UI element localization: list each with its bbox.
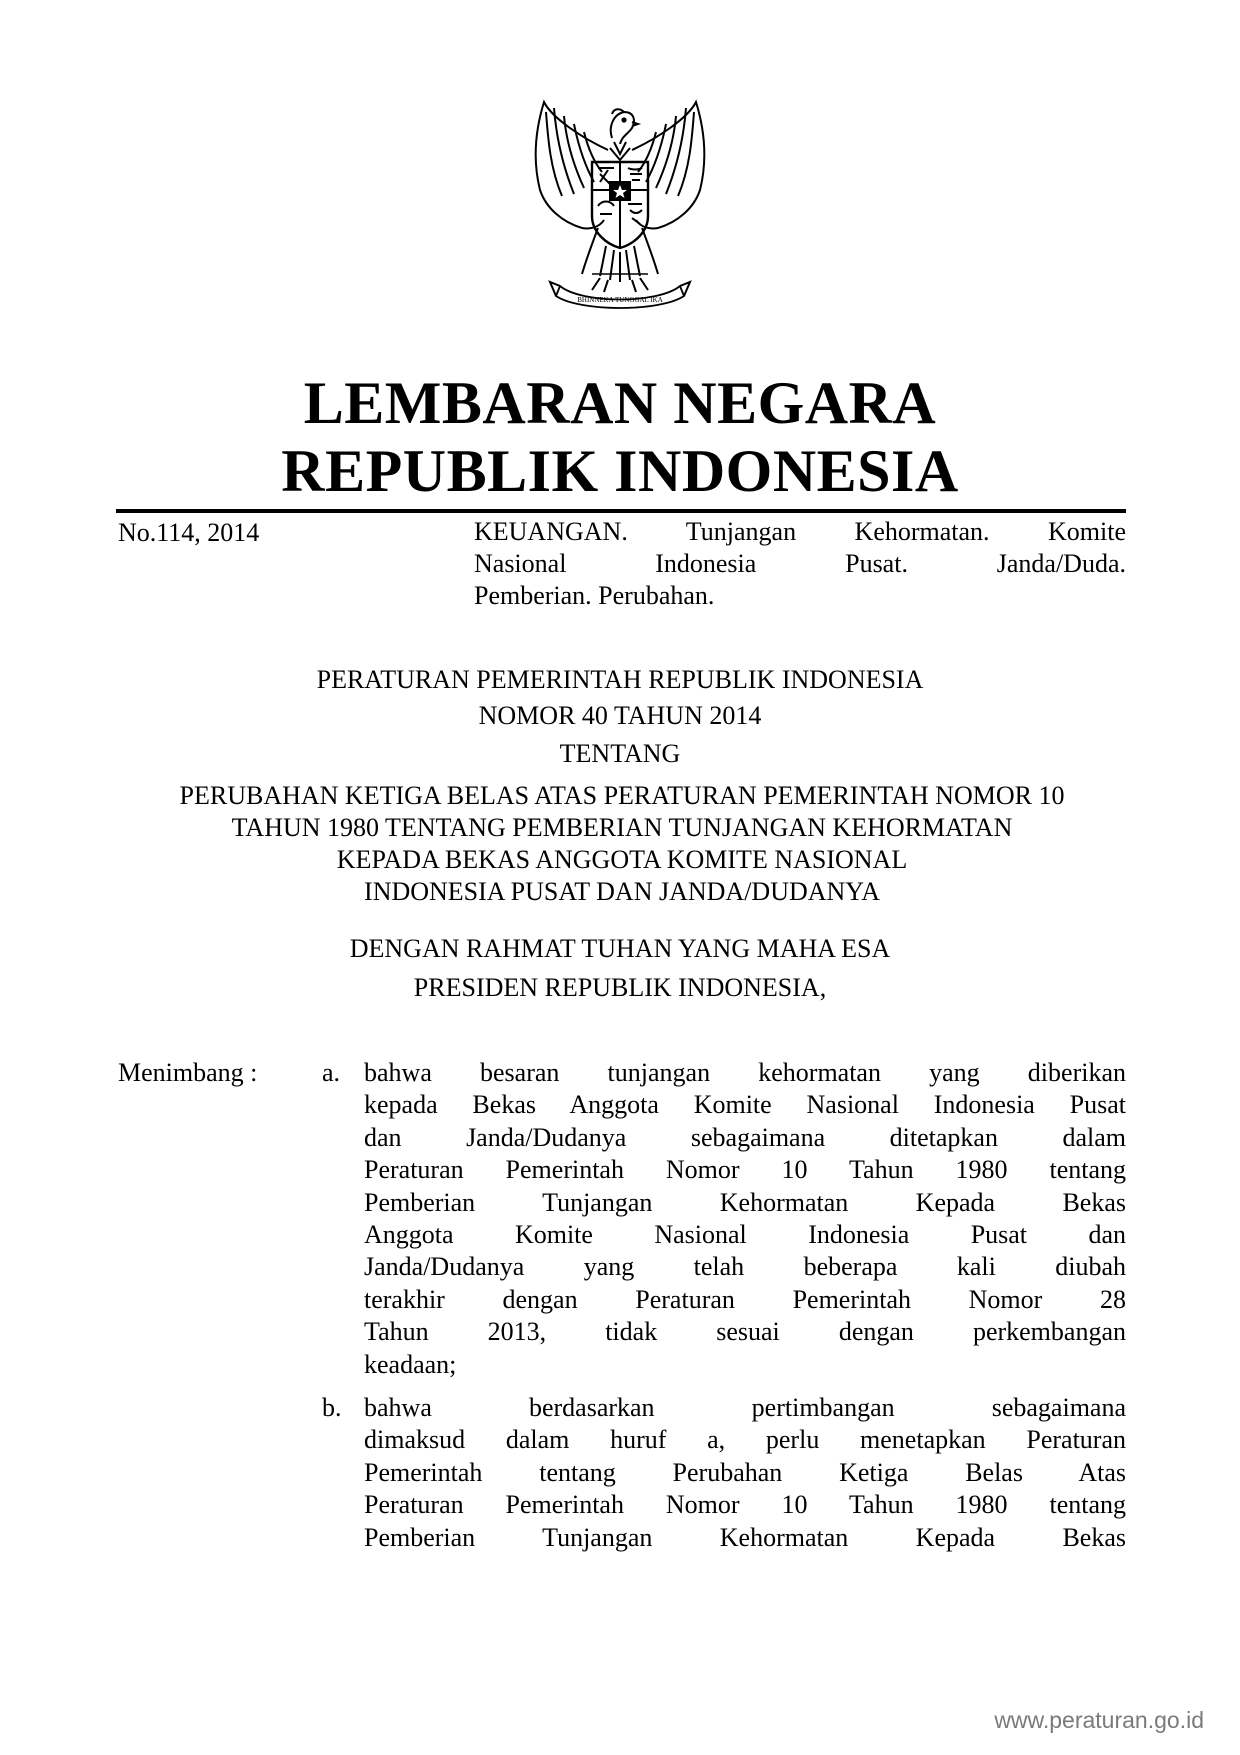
- considering-label: Menimbang :: [118, 1058, 258, 1087]
- item-line: bahwa besaran tunjangan kehormatan yang diberikan: [364, 1058, 1126, 1087]
- invocation: DENGAN RAHMAT TUHAN YANG MAHA ESA: [349, 934, 891, 963]
- regulation-title-line: TAHUN 1980 TENTANG PEMBERIAN TUNJANGAN KEHORMATAN: [231, 813, 1013, 842]
- item-line: terakhir dengan Peraturan Pemerintah Nomor 28: [364, 1284, 1126, 1314]
- issuer: PRESIDEN REPUBLIK INDONESIA,: [413, 973, 827, 1002]
- item-line: dan Janda/Dudanya sebagaimana ditetapkan dalam: [364, 1122, 1126, 1152]
- regulation-title: [118, 780, 1126, 908]
- item-letter-a: a.: [322, 1058, 341, 1087]
- item-line: Pemberian Tunjangan Kehormatan Kepada Bekas: [364, 1522, 1126, 1552]
- regulation-title-line: INDONESIA PUSAT DAN JANDA/DUDANYA: [364, 877, 880, 906]
- issue-subject: [474, 516, 1126, 612]
- item-line: dimaksud dalam huruf a, perlu menetapkan Peraturan: [364, 1425, 1126, 1455]
- issue-subject-line: Pemberian. Perubahan.: [474, 581, 715, 610]
- emblem-motto: BHINNEKA TUNGGAL IKA: [577, 296, 663, 304]
- item-line: Tahun 2013, tidak sesuai dengan perkembangan: [364, 1317, 1126, 1347]
- item-line: Peraturan Pemerintah Nomor 10 Tahun 1980 tentang: [364, 1155, 1126, 1185]
- item-line: Janda/Dudanya yang telah beberapa kali diubah: [364, 1252, 1126, 1282]
- item-line: Anggota Komite Nasional Indonesia Pusat dan: [364, 1220, 1126, 1250]
- item-letter-b: b.: [322, 1393, 342, 1422]
- regulation-number: NOMOR 40 TAHUN 2014: [478, 701, 762, 730]
- title-divider: [116, 509, 1126, 513]
- issue-subject-line: Nasional Indonesia Pusat. Janda/Duda.: [474, 549, 1126, 578]
- item-line: kepada Bekas Anggota Komite Nasional Indonesia Pusat: [364, 1090, 1126, 1120]
- issue-subject-line: KEUANGAN. Tunjangan Kehormatan. Komite: [474, 517, 1126, 546]
- item-line: Peraturan Pemerintah Nomor 10 Tahun 1980 tentang: [364, 1490, 1126, 1520]
- footer-website-link[interactable]: www.peraturan.go.id: [994, 1707, 1204, 1733]
- regulation-title-line: PERUBAHAN KETIGA BELAS ATAS PERATURAN PEMERINTAH NOMOR 10: [179, 781, 1065, 810]
- garuda-pancasila-emblem-icon: [522, 98, 718, 310]
- gazette-title-line-1: LEMBARAN NEGARA: [303, 370, 937, 436]
- item-line: bahwa berdasarkan pertimbangan sebagaimana: [364, 1393, 1126, 1422]
- item-line: Pemerintah tentang Perubahan Ketiga Belas Atas: [364, 1457, 1126, 1487]
- gazette-title-line-2: REPUBLIK INDONESIA: [281, 438, 959, 504]
- regulation-type: PERATURAN PEMERINTAH REPUBLIK INDONESIA: [316, 665, 924, 694]
- item-line: keadaan;: [364, 1349, 457, 1379]
- issue-number: No.114, 2014: [118, 518, 260, 547]
- item-line: Pemberian Tunjangan Kehormatan Kepada Bekas: [364, 1187, 1126, 1217]
- considering-item-b: [364, 1392, 1126, 1554]
- regulation-about: TENTANG: [559, 739, 681, 768]
- regulation-title-line: KEPADA BEKAS ANGGOTA KOMITE NASIONAL: [336, 845, 908, 874]
- considering-item-a: [364, 1057, 1126, 1381]
